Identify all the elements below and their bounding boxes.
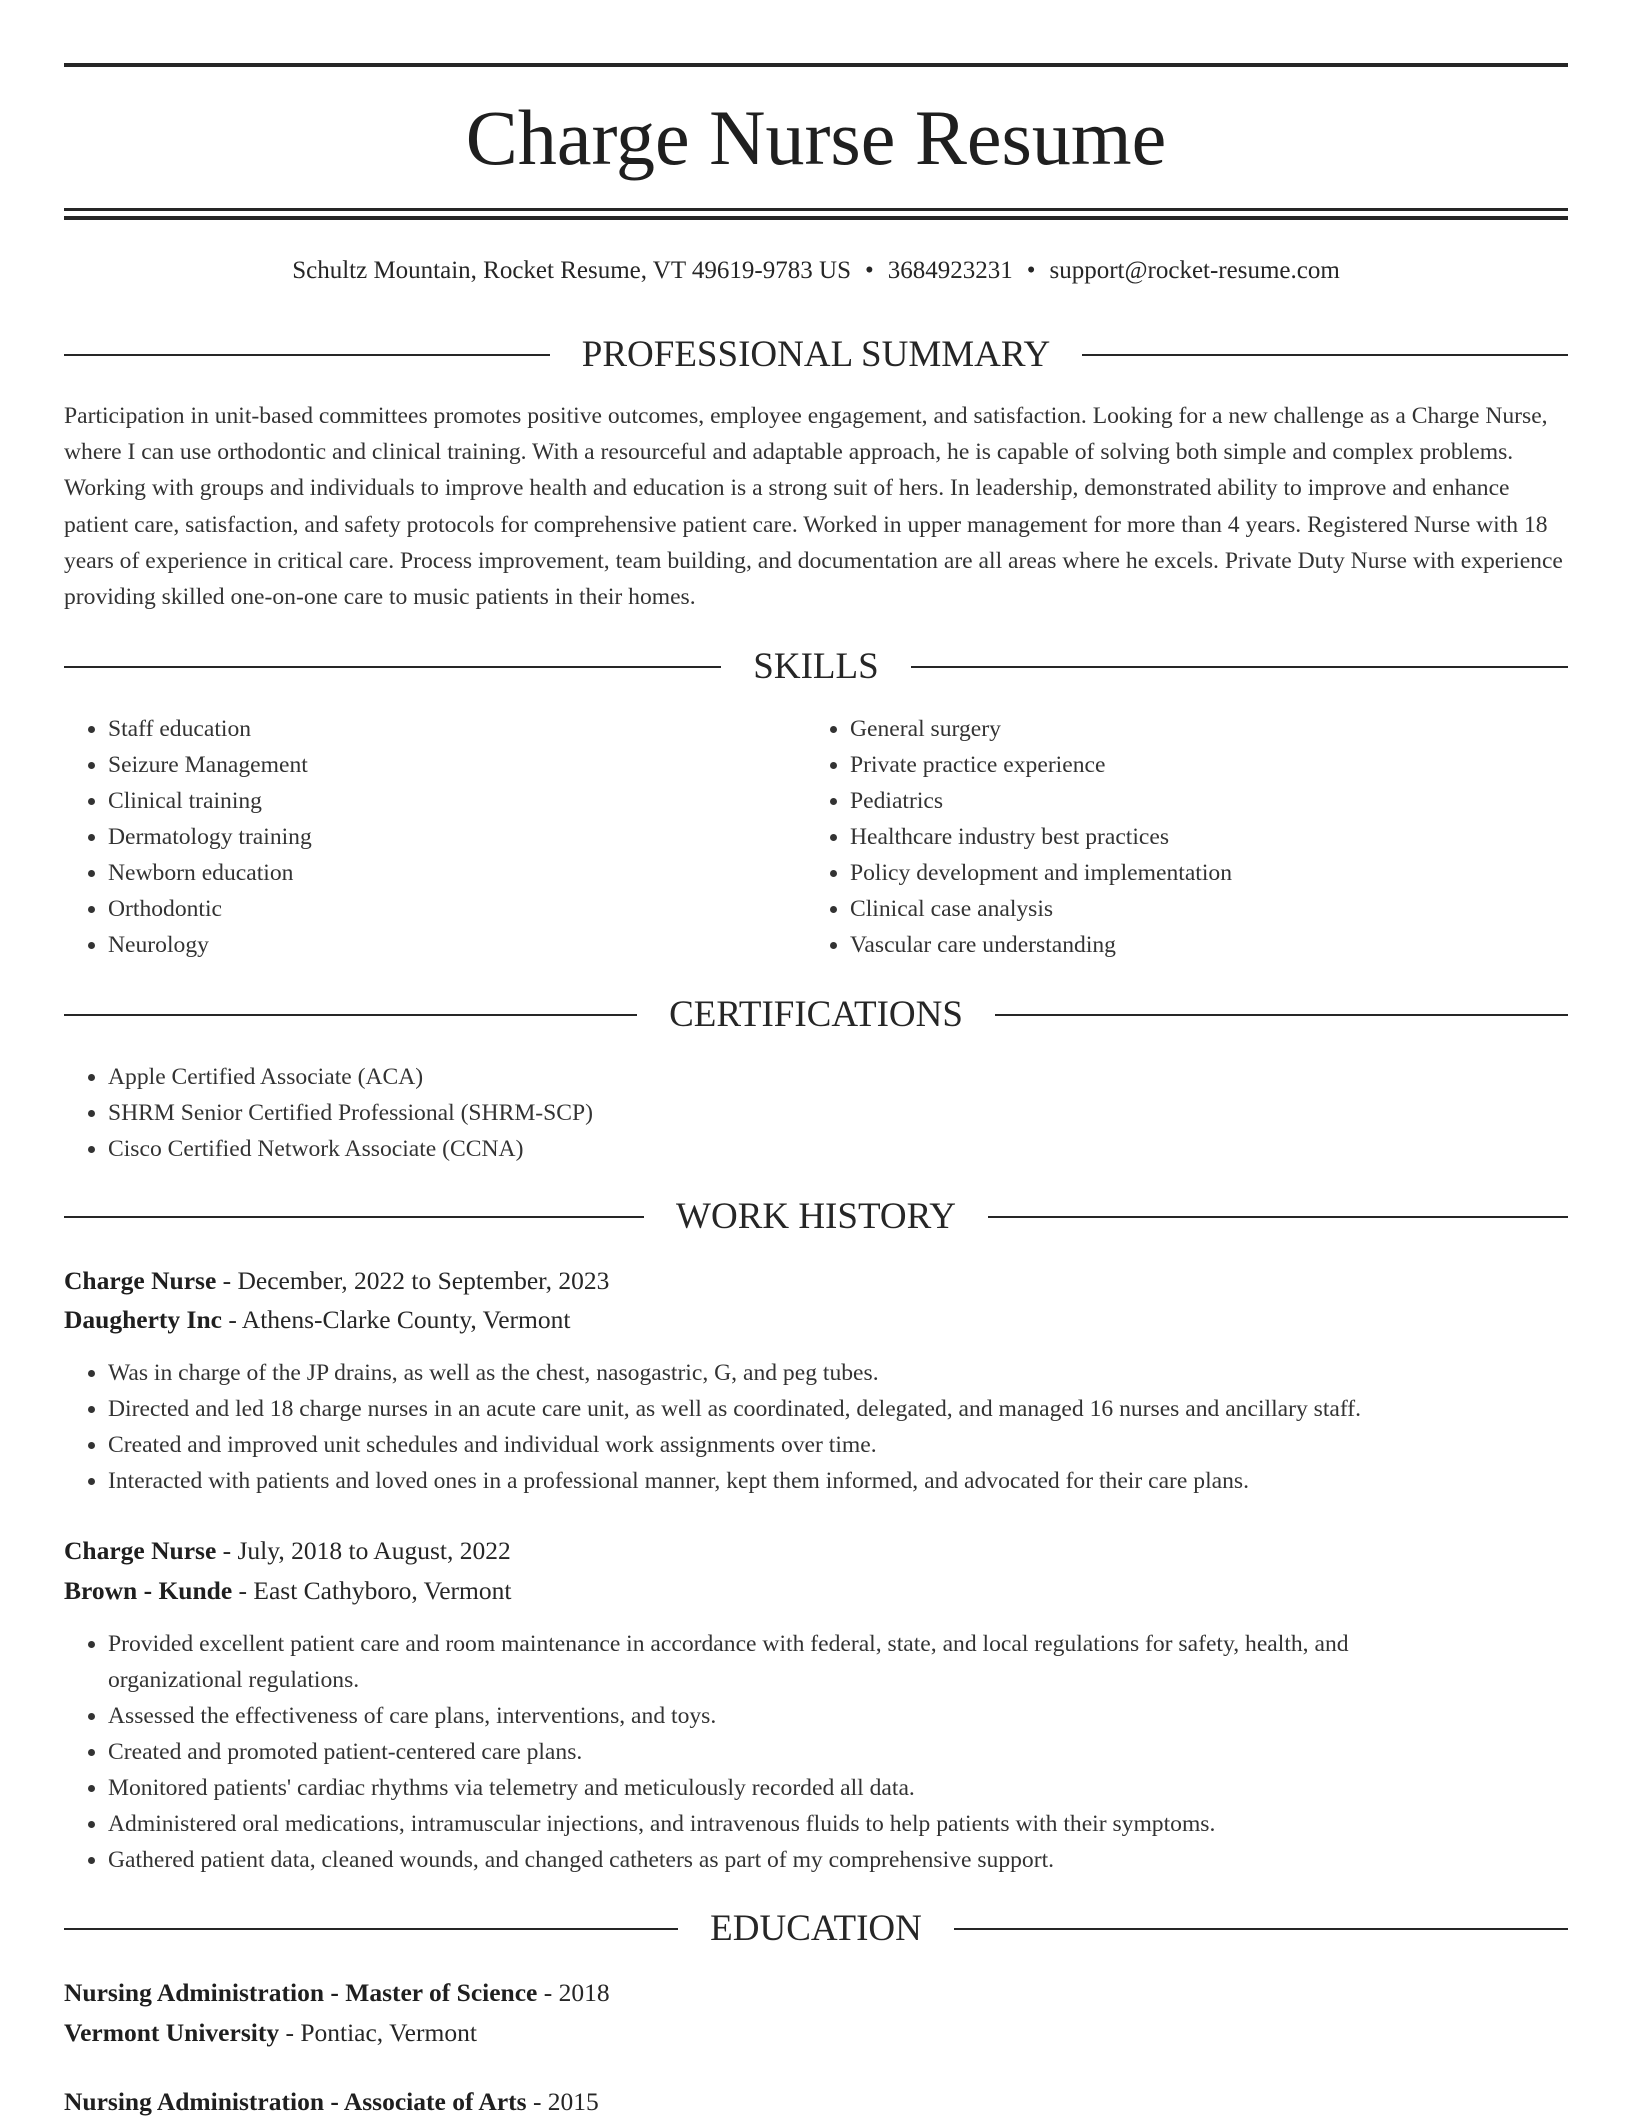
skill-item: • Staff education [108,711,804,747]
education-degree: Nursing Administration - Master of Science [64,1978,538,2007]
section-title: CERTIFICATIONS [669,994,963,1035]
education-year: - 2018 [537,1978,610,2007]
education-degree: Nursing Administration - Associate of Arts [64,2087,527,2116]
skill-item: • Healthcare industry best practices [850,819,1568,855]
job-company-line [64,1573,511,1609]
section-title: EDUCATION [710,1908,922,1949]
job-duties [64,1626,1568,1878]
job-location: - East Cathyboro, Vermont [232,1576,512,1605]
work-history-heading [64,1195,1568,1239]
certification-item: • SHRM Senior Certified Professional (SHRM-SCP) [108,1095,1568,1131]
education-degree-line [64,2084,599,2120]
skill-item: • Vascular care understanding [850,927,1568,963]
section-title: PROFESSIONAL SUMMARY [581,334,1051,375]
page-title: Charge Nurse Resume [465,94,1167,181]
job-duty-item: • Assessed the effectiveness of care plans, interventions, and toys. [108,1698,1458,1734]
skill-item: • Clinical case analysis [850,891,1568,927]
heading-rule-right [995,1014,1568,1016]
job-duty-item: • Monitored patients' cardiac rhythms via telemetry and meticulously recorded all data. [108,1770,1458,1806]
job-duty-item: • Created and promoted patient-centered care plans. [108,1734,1458,1770]
skill-item: • Clinical training [108,783,804,819]
job-title-line [64,1533,511,1569]
job-location: - Athens-Clarke County, Vermont [221,1305,571,1334]
heading-rule-right [911,666,1568,668]
certifications-list [64,1059,1568,1167]
heading-rule-left [64,1928,678,1930]
contact-address: Schultz Mountain, Rocket Resume, VT 49619-9783 US [292,257,851,284]
skills-right-column [806,711,1568,963]
contact-separator: • [864,257,874,284]
skill-item: • General surgery [850,711,1568,747]
heading-rule-right [954,1928,1568,1930]
skills-left-column [64,711,804,963]
certification-item: • Cisco Certified Network Associate (CCNA) [108,1131,1568,1167]
contact-line [64,254,1568,288]
heading-rule-left [64,666,721,668]
title-rule-upper [64,208,1568,211]
heading-rule-right [1082,354,1568,356]
education-year: - 2015 [526,2087,599,2116]
job-title-line [64,1263,609,1299]
contact-separator: • [1026,257,1036,284]
job-title: Charge Nurse [64,1266,217,1295]
education-degree-line [64,1975,610,2011]
job-title: Charge Nurse [64,1536,217,1565]
skill-item: • Orthodontic [108,891,804,927]
education-school: Vermont University [64,2018,280,2047]
job-duties [64,1355,1568,1499]
job-duty-item: • Directed and led 18 charge nurses in an acute care unit, as well as coordinated, delegated, and managed 16 nurses and ancillary staff. [108,1391,1568,1427]
heading-rule-left [64,354,550,356]
summary-text: Participation in unit-based committees promotes positive outcomes, employee engagement, and satisfaction. Looking for a new challenge as a Charge Nurse, where I can use orthodontic and clinical training. With a resourceful and adaptable approach, he is capable of solving both simple and complex problems. Working with groups and individuals to improve health and education is a strong suit of hers. In leadership, demonstrated ability to improve and enhance patient care, satisfaction, and safety protocols for comprehensive patient care. Worked in upper management for more than 4 years. Registered Nurse with 18 years of experience in critical care. Process improvement, team building, and documentation are all areas where he excels. Private Duty Nurse with experience providing skilled one-on-one care to music patients in their homes. [64,403,1563,611]
skill-item: • Dermatology training [108,819,804,855]
skill-item: • Seizure Management [108,747,804,783]
skill-item: • Policy development and implementation [850,855,1568,891]
job-duty-item: • Was in charge of the JP drains, as well as the chest, nasogastric, G, and peg tubes. [108,1355,1568,1391]
job-duty-item: • Interacted with patients and loved ones in a professional manner, kept them informed, and advocated for their care plans. [108,1463,1568,1499]
heading-rule-left [64,1216,644,1218]
contact-phone: 3684923231 [887,257,1013,284]
job-company: Brown - Kunde [64,1576,233,1605]
skills-heading [64,645,1568,689]
skill-item: • Neurology [108,927,804,963]
job-dates: - July, 2018 to August, 2022 [216,1536,511,1565]
job-duty-item: • Administered oral medications, intramuscular injections, and intravenous fluids to help patients with their symptoms. [108,1806,1458,1842]
education-school-line [64,2015,477,2051]
top-rule [64,63,1568,67]
skill-item: • Newborn education [108,855,804,891]
job-dates: - December, 2022 to September, 2023 [216,1266,610,1295]
education-heading [64,1907,1568,1951]
contact-email: support@rocket-resume.com [1049,257,1340,284]
section-title: SKILLS [753,646,879,687]
heading-rule-right [988,1216,1568,1218]
summary-heading [64,333,1568,377]
certification-item: • Apple Certified Associate (ACA) [108,1059,1568,1095]
section-title: WORK HISTORY [676,1196,956,1237]
job-company-line [64,1302,570,1338]
job-duty-item: • Created and improved unit schedules and individual work assignments over time. [108,1427,1568,1463]
job-duty-item: • Provided excellent patient care and room maintenance in accordance with federal, state, and local regulations for safety, health, and organizational regulations. [108,1626,1458,1698]
job-duty-item: • Gathered patient data, cleaned wounds, and changed catheters as part of my comprehensive support. [108,1842,1458,1878]
job-company: Daugherty Inc [64,1305,222,1334]
education-location: - Pontiac, Vermont [279,2018,477,2047]
skill-item: • Pediatrics [850,783,1568,819]
title-rule-lower [64,216,1568,220]
skill-item: • Private practice experience [850,747,1568,783]
certifications-heading [64,993,1568,1037]
heading-rule-left [64,1014,637,1016]
